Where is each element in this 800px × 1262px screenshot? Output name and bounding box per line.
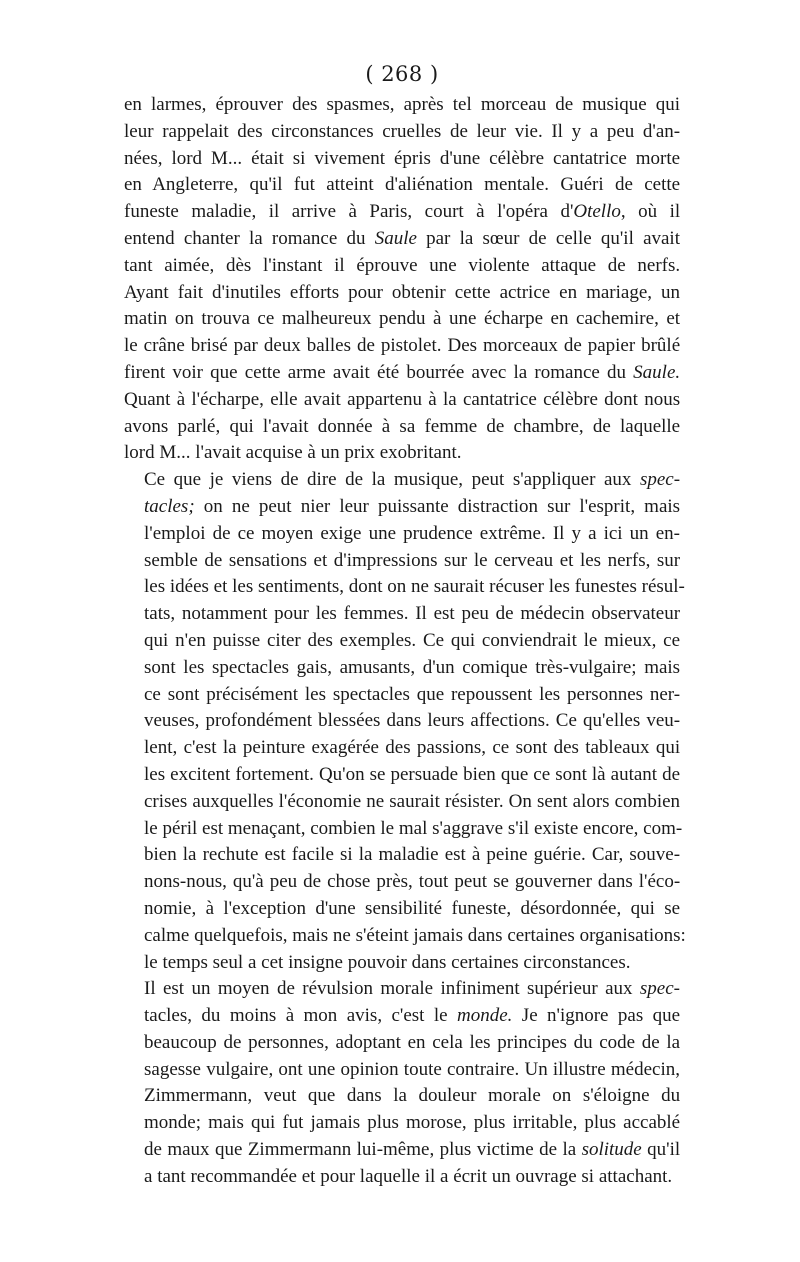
text-line: crises auxquelles l'économie ne saurait résister. On sent alors combien: [144, 790, 681, 812]
text-line: le péril est menaçant, combien le mal s'aggrave s'il existe encore, com-: [144, 817, 683, 839]
text-line: sagesse vulgaire, ont une opinion toute contraire. Un illustre médecin,: [144, 1058, 680, 1080]
text-line: nons-nous, qu'à peu de chose près, tout peut se gouverner dans l'éco-: [144, 871, 681, 893]
text-line: calme quelquefois, mais ne s'éteint jamais dans certaines organisations:: [144, 924, 686, 946]
page-number: ( 268 ): [365, 62, 439, 86]
text-line: beaucoup de personnes, adoptant en cela les principes du code de la: [144, 1031, 681, 1053]
body-text: [124, 92, 686, 1191]
book-page: [124, 60, 686, 1191]
text-line: Ayant fait d'inutiles efforts pour obtenir cette actrice en mariage, un: [124, 281, 681, 303]
text-line: ce sont précisément les spectacles que repoussent les personnes ner-: [144, 683, 681, 705]
text-line: en Angleterre, qu'il fut atteint d'aliénation mentale. Guéri de cette: [124, 174, 681, 196]
paragraph: [124, 976, 680, 1190]
text-line: tacles; on ne peut nier leur puissante distraction sur l'esprit, mais: [144, 495, 681, 517]
text-line: lent, c'est la peinture exagérée des passions, ce sont des tableaux qui: [144, 737, 681, 759]
text-line: nées, lord M... était si vivement épris d'une célèbre cantatrice morte: [124, 147, 681, 169]
text-line: nomie, à l'exception d'une sensibilité funeste, désordonnée, qui se: [144, 897, 681, 919]
text-line: tacles, du moins à mon avis, c'est le monde. Je n'ignore pas que: [144, 1005, 681, 1027]
text-line: bien la rechute est facile si la maladie est à peine guérie. Car, souve-: [144, 844, 681, 866]
text-line: monde; mais qui fut jamais plus morose, plus irritable, plus accablé: [144, 1112, 681, 1134]
text-line: Il est un moyen de révulsion morale infiniment supérieur aux spec-: [144, 978, 680, 1000]
text-line: Quant à l'écharpe, elle avait appartenu à la cantatrice célèbre dont nous: [124, 388, 681, 410]
paragraph: [124, 467, 686, 976]
text-line: l'emploi de ce moyen exige une prudence extrême. Il y a ici un en-: [144, 522, 681, 544]
text-line: tats, notamment pour les femmes. Il est peu de médecin observateur: [144, 603, 681, 625]
text-line: lord M... l'avait acquise à un prix exobritant.: [124, 442, 462, 464]
text-line: avons parlé, qui l'avait donnée à sa femme de chambre, de laquelle: [124, 415, 681, 437]
text-line: veuses, profondément blessées dans leurs affections. Ce qu'elles veu-: [144, 710, 681, 732]
text-line: en larmes, éprouver des spasmes, après tel morceau de musique qui: [124, 94, 681, 115]
text-line: entend chanter la romance du Saule par la sœur de celle qu'il avait: [124, 227, 680, 249]
text-line: les excitent fortement. Qu'on se persuade bien que ce sont là autant de: [144, 763, 681, 785]
paragraph: [124, 92, 680, 467]
text-line: leur rappelait des circonstances cruelles de leur vie. Il y a peu d'an-: [124, 120, 681, 142]
text-line: qui n'en puisse citer des exemples. Ce qui conviendrait le mieux, ce: [144, 629, 681, 651]
text-line: de maux que Zimmermann lui-même, plus victime de la solitude qu'il: [144, 1139, 681, 1161]
text-line: sont les spectacles gais, amusants, d'un comique très-vulgaire; mais: [144, 656, 681, 678]
text-line: tant aimée, dès l'instant il éprouve une violente attaque de nerfs.: [124, 254, 681, 276]
text-line: firent voir que cette arme avait été bourrée avec la romance du Saule.: [124, 361, 681, 383]
text-line: les idées et les sentiments, dont on ne saurait récuser les funestes résul-: [144, 576, 685, 598]
text-line: matin on trouva ce malheureux pendu à une écharpe en cachemire, et: [124, 308, 681, 330]
text-line: Zimmermann, veut que dans la douleur morale on s'éloigne du: [144, 1085, 681, 1107]
text-line: semble de sensations et d'impressions sur le cerveau et les nerfs, sur: [144, 549, 681, 571]
text-line: Ce que je viens de dire de la musique, peut s'appliquer aux spec-: [144, 469, 681, 491]
text-line: le crâne brisé par deux balles de pistolet. Des morceaux de papier brûlé: [124, 335, 681, 357]
text-line: funeste maladie, il arrive à Paris, court à l'opéra d'Otello, où il: [124, 201, 681, 223]
text-line: le temps seul a cet insigne pouvoir dans certaines circonstances.: [144, 951, 631, 973]
text-line: a tant recommandée et pour laquelle il a écrit un ouvrage si attachant.: [144, 1165, 673, 1187]
